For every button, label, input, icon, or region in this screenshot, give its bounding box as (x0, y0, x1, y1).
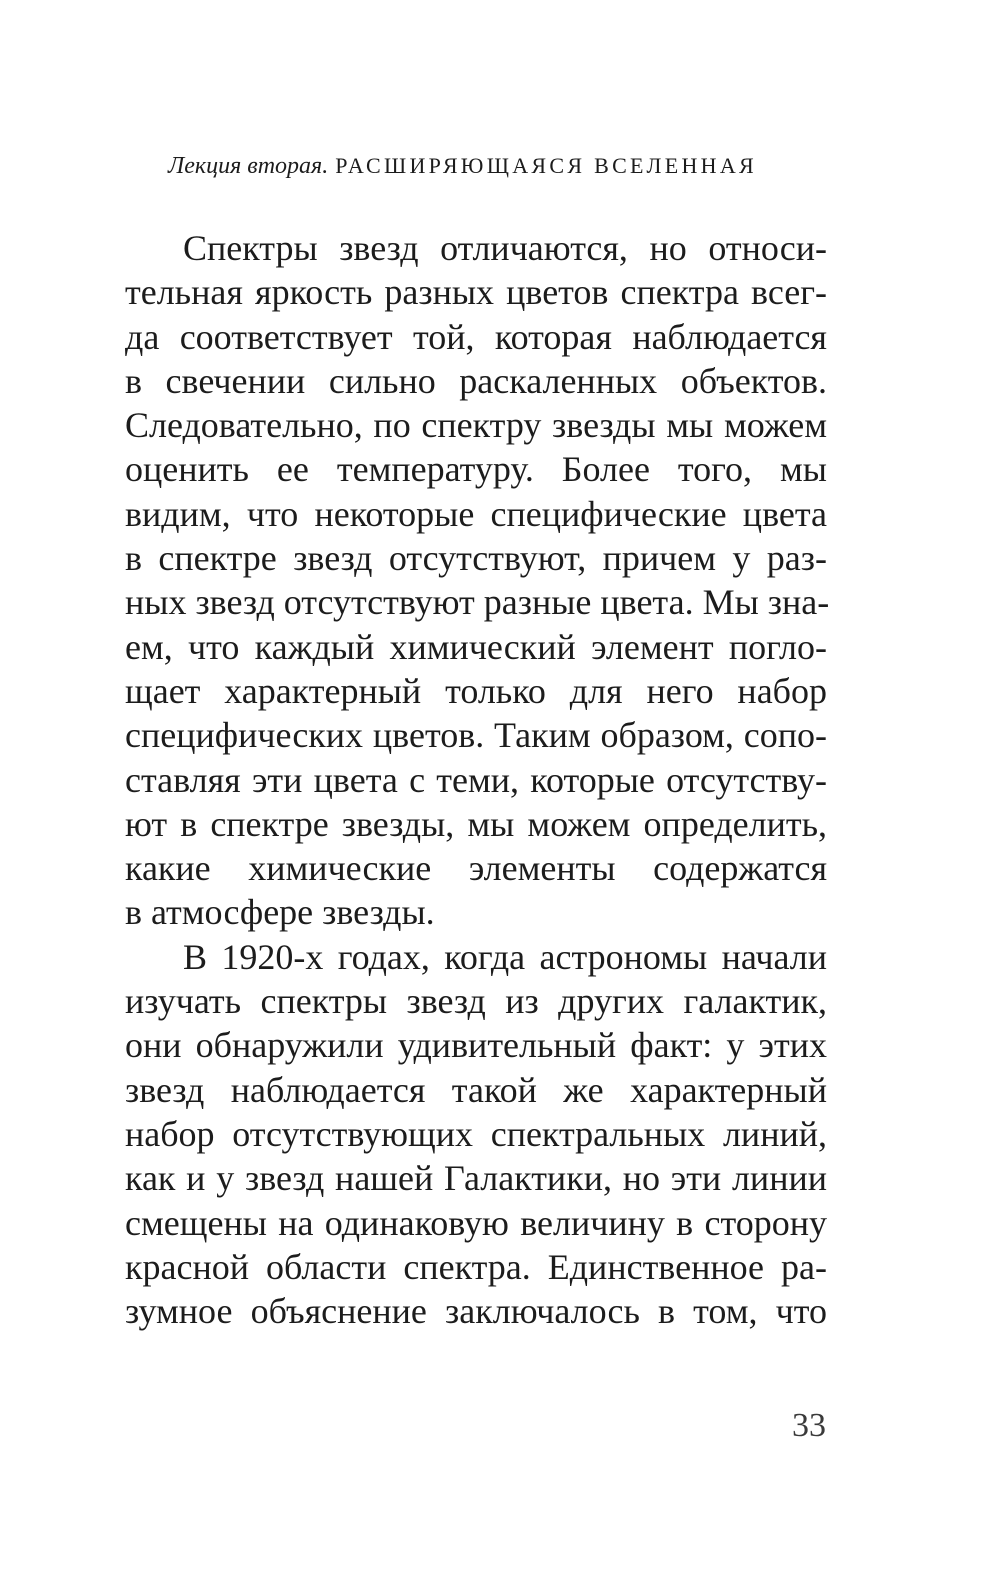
text-line: ем, что каждый химический элемент погло- (125, 626, 827, 667)
text-line: ных звезд отсутствуют разные цвета. Мы зна- (125, 582, 830, 623)
text-line: в спектре звезд отсутствуют, причем у раз- (125, 538, 827, 579)
text-line: ют в спектре звезды, мы можем определить, (125, 803, 827, 844)
text-line: ставляя эти цвета с теми, которые отсутству- (125, 759, 827, 800)
text-line: какие химические элементы содержатся (125, 848, 827, 889)
running-head-lecture: Лекция вторая. (168, 153, 329, 179)
text-line: смещены на одинаковую величину в сторону (125, 1202, 827, 1243)
body-text (125, 226, 830, 1333)
paragraph (125, 935, 827, 1334)
running-head (168, 146, 828, 186)
text-line: как и у звезд нашей Галактики, но эти линии (125, 1158, 827, 1199)
text-line: тельная яркость разных цветов спектра всег- (125, 272, 827, 313)
text-line: специфических цветов. Таким образом, сопо- (125, 715, 827, 756)
running-head-title: РАСШИРЯЮЩАЯСЯ ВСЕЛЕННАЯ (335, 153, 758, 178)
text-line: зумное объяснение заключалось в том, что (125, 1291, 827, 1332)
text-line: видим, что некоторые специфические цвета (125, 493, 827, 534)
text-line: звезд наблюдается такой же характерный (125, 1069, 827, 1110)
text-line: Следовательно, по спектру звезды мы можем (125, 405, 827, 446)
text-line: в свечении сильно раскаленных объектов. (125, 360, 827, 401)
paragraph (125, 226, 830, 935)
text-line: набор отсутствующих спектральных линий, (125, 1113, 827, 1154)
text-line: они обнаружили удивительный факт: у этих (125, 1025, 827, 1066)
page-number: 33 (792, 1407, 826, 1444)
text-line: щает характерный только для него набор (125, 670, 827, 711)
text-line: оценить ее температуру. Более того, мы (125, 449, 827, 490)
text-line: В 1920-х годах, когда астрономы начали (183, 936, 827, 977)
text-line: красной области спектра. Единственное ра- (125, 1246, 827, 1287)
text-line: Спектры звезд отличаются, но относи- (183, 228, 827, 268)
text-line: да соответствует той, которая наблюдается (125, 316, 827, 357)
text-line: изучать спектры звезд из других галактик, (125, 981, 827, 1022)
text-line: в атмосфере звезды. (125, 892, 435, 933)
